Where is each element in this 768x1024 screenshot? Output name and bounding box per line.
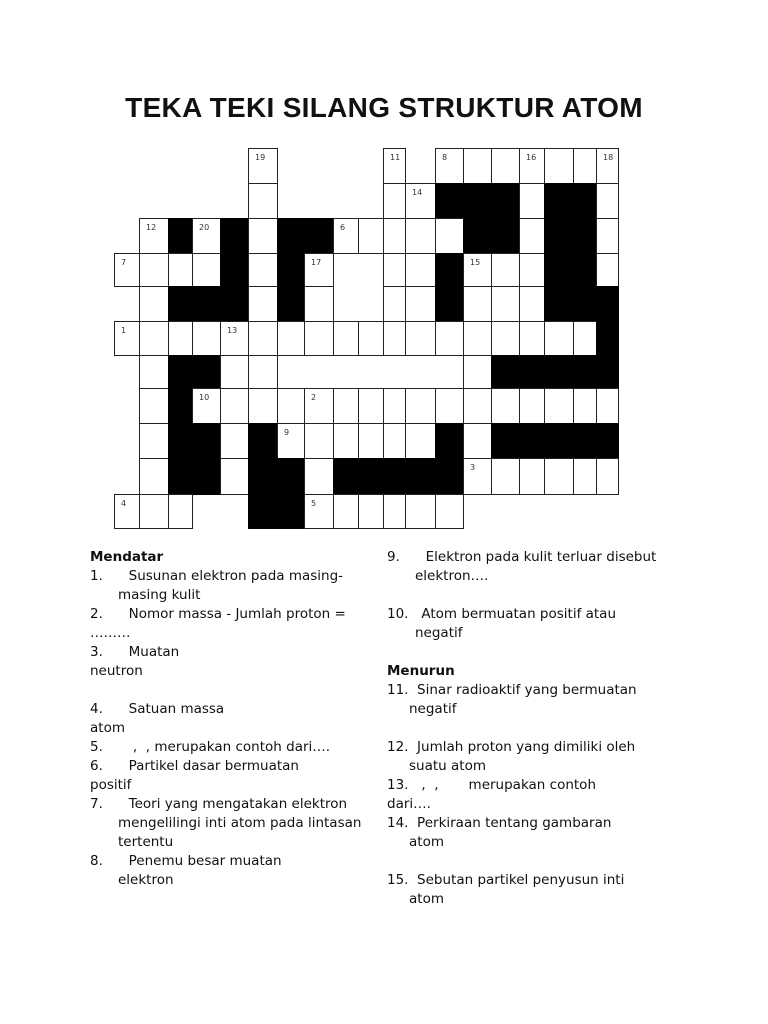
clue-number: 9 — [284, 428, 290, 437]
crossword-block — [192, 423, 221, 459]
crossword-cell[interactable] — [491, 286, 520, 322]
crossword-cell[interactable] — [277, 423, 305, 459]
clue-number: 1 — [121, 326, 127, 335]
crossword-block — [220, 218, 249, 254]
crossword-cell[interactable] — [358, 321, 384, 356]
crossword-cell[interactable] — [220, 321, 249, 356]
crossword-block — [573, 423, 597, 459]
crossword-cell[interactable] — [333, 321, 359, 356]
clue-number: 14 — [412, 188, 423, 197]
clue-8-cont: elektron — [118, 872, 174, 888]
crossword-cell[interactable] — [596, 148, 619, 184]
crossword-cell[interactable] — [383, 286, 406, 322]
crossword-block — [248, 423, 278, 459]
crossword-cell[interactable] — [405, 388, 436, 424]
crossword-block — [491, 183, 520, 219]
crossword-cell[interactable] — [139, 321, 169, 356]
clue-10-cont: negatif — [415, 625, 463, 641]
crossword-cell[interactable] — [463, 355, 492, 389]
crossword-block — [435, 423, 464, 459]
crossword-block — [519, 423, 545, 459]
clue-1-cont: masing kulit — [118, 587, 201, 603]
crossword-block — [358, 458, 384, 495]
clue-number: 19 — [255, 153, 266, 162]
crossword-cell[interactable] — [573, 388, 597, 424]
clue-6-cont: positif — [90, 777, 132, 793]
crossword-block — [277, 218, 305, 254]
crossword-block — [435, 253, 464, 287]
crossword-cell[interactable] — [139, 423, 169, 459]
crossword-cell[interactable] — [519, 321, 545, 356]
crossword-block — [573, 183, 597, 219]
crossword-cell[interactable] — [139, 458, 169, 495]
crossword-block — [168, 458, 193, 495]
clue-number: 5 — [311, 499, 317, 508]
crossword-cell[interactable] — [248, 148, 278, 184]
crossword-cell[interactable] — [383, 253, 406, 287]
clue-number: 15 — [470, 258, 481, 267]
crossword-block — [248, 458, 278, 495]
crossword-block — [573, 253, 597, 287]
crossword-cell[interactable] — [383, 423, 406, 459]
crossword-cell[interactable] — [248, 183, 278, 219]
crossword-cell[interactable] — [248, 355, 278, 389]
clue-5: 5. , , merupakan contoh dari…. — [90, 739, 331, 755]
crossword-cell[interactable] — [491, 148, 520, 184]
clue-12: 12. Jumlah proton yang dimiliki oleh — [387, 739, 636, 755]
crossword-cell[interactable] — [405, 423, 436, 459]
clue-number: 16 — [526, 153, 537, 162]
crossword-cell[interactable] — [405, 218, 436, 254]
crossword-block — [168, 218, 193, 254]
clues-right-column — [387, 548, 687, 909]
crossword-cell[interactable] — [248, 388, 278, 424]
crossword-cell[interactable] — [192, 253, 221, 287]
crossword-cell[interactable] — [358, 218, 384, 254]
clue-11: 11. Sinar radioaktif yang bermuatan — [387, 682, 637, 698]
clue-number: 17 — [311, 258, 322, 267]
crossword-cell[interactable] — [358, 388, 384, 424]
mendatar-heading: Mendatar — [90, 549, 164, 565]
crossword-block — [491, 355, 520, 389]
clue-10: 10. Atom bermuatan positif atau — [387, 606, 617, 622]
crossword-cell[interactable] — [220, 458, 249, 495]
clue-8: 8. Penemu besar muatan — [90, 853, 282, 869]
crossword-cell[interactable] — [491, 321, 520, 356]
clue-number: 2 — [311, 393, 317, 402]
crossword-cell[interactable] — [463, 253, 492, 287]
crossword-block — [304, 218, 334, 254]
crossword-cell[interactable] — [192, 388, 221, 424]
crossword-cell[interactable] — [192, 321, 221, 356]
crossword-block — [277, 253, 305, 287]
clue-12-cont: suatu atom — [409, 758, 486, 774]
crossword-block — [192, 458, 221, 495]
crossword-block — [220, 286, 249, 322]
crossword-cell[interactable] — [168, 494, 193, 529]
crossword-cell[interactable] — [573, 148, 597, 184]
crossword-cell[interactable] — [463, 458, 492, 495]
crossword-cell[interactable] — [333, 494, 359, 529]
crossword-cell[interactable] — [544, 458, 574, 495]
clue-4: 4. Satuan massa — [90, 701, 225, 717]
clue-15: 15. Sebutan partikel penyusun inti — [387, 872, 625, 888]
crossword-cell[interactable] — [435, 388, 464, 424]
crossword-block — [435, 286, 464, 322]
clue-number: 18 — [603, 153, 614, 162]
crossword-cell[interactable] — [519, 253, 545, 287]
page-title: TEKA TEKI SILANG STRUKTUR ATOM — [125, 92, 643, 123]
crossword-cell[interactable] — [405, 183, 436, 219]
crossword-block — [544, 423, 574, 459]
crossword-cell[interactable] — [220, 388, 249, 424]
crossword-cell[interactable] — [435, 321, 464, 356]
crossword-cell[interactable] — [544, 388, 574, 424]
clue-2-cont: ……… — [90, 625, 131, 641]
crossword-cell[interactable] — [463, 388, 492, 424]
clue-15-cont: atom — [409, 891, 444, 907]
crossword-cell[interactable] — [573, 321, 597, 356]
clue-7-cont2: tertentu — [118, 834, 174, 850]
crossword-cell[interactable] — [491, 458, 520, 495]
clue-2: 2. Nomor massa - Jumlah proton = — [90, 606, 346, 622]
crossword-cell[interactable] — [248, 253, 278, 287]
crossword-cell[interactable] — [304, 458, 334, 495]
clue-6: 6. Partikel dasar bermuatan — [90, 758, 299, 774]
crossword-block — [168, 355, 193, 389]
crossword-block — [405, 458, 436, 495]
clue-4-cont: atom — [90, 720, 125, 736]
crossword-block — [463, 218, 492, 254]
crossword-cell[interactable] — [383, 148, 406, 184]
clue-11-cont: negatif — [409, 701, 457, 717]
crossword-cell[interactable] — [220, 355, 249, 389]
crossword-cell[interactable] — [333, 388, 359, 424]
crossword-cell[interactable] — [596, 458, 619, 495]
crossword-cell[interactable] — [435, 148, 464, 184]
clue-number: 6 — [340, 223, 346, 232]
crossword-cell[interactable] — [519, 388, 545, 424]
crossword-cell[interactable] — [405, 286, 436, 322]
crossword-cell[interactable] — [248, 286, 278, 322]
clue-number: 10 — [199, 393, 210, 402]
crossword-block — [168, 423, 193, 459]
crossword-cell[interactable] — [304, 286, 334, 322]
menurun-heading: Menurun — [387, 663, 455, 679]
crossword-cell[interactable] — [519, 218, 545, 254]
crossword-cell[interactable] — [139, 494, 169, 529]
crossword-cell[interactable] — [596, 253, 619, 287]
crossword-block — [220, 253, 249, 287]
crossword-cell[interactable] — [383, 321, 406, 356]
crossword-cell[interactable] — [573, 458, 597, 495]
clue-13: 13. , , merupakan contoh — [387, 777, 596, 793]
crossword-block — [491, 218, 520, 254]
crossword-cell[interactable] — [277, 388, 305, 424]
crossword-cell[interactable] — [304, 388, 334, 424]
crossword-block — [573, 218, 597, 254]
crossword-cell[interactable] — [277, 321, 305, 356]
crossword-cell[interactable] — [383, 218, 406, 254]
clue-3: 3. Muatan — [90, 644, 180, 660]
crossword-block — [463, 183, 492, 219]
crossword-cell[interactable] — [358, 423, 384, 459]
crossword-cell[interactable] — [519, 148, 545, 184]
crossword-cell[interactable] — [192, 218, 221, 254]
crossword-cell[interactable] — [491, 253, 520, 287]
crossword-block — [277, 494, 305, 529]
crossword-block — [435, 183, 464, 219]
crossword-cell[interactable] — [596, 388, 619, 424]
crossword-block — [573, 286, 597, 322]
crossword-cell[interactable] — [544, 148, 574, 184]
crossword-block — [168, 286, 193, 322]
clue-13-cont: dari…. — [387, 796, 431, 812]
crossword-block — [277, 286, 305, 322]
crossword-block — [277, 458, 305, 495]
crossword-block — [596, 286, 619, 322]
crossword-cell[interactable] — [248, 321, 278, 356]
crossword-block — [596, 321, 619, 356]
crossword-block — [573, 355, 597, 389]
crossword-cell[interactable] — [463, 423, 492, 459]
crossword-cell[interactable] — [139, 355, 169, 389]
crossword-block — [383, 458, 406, 495]
crossword-cell[interactable] — [248, 218, 278, 254]
crossword-block — [168, 388, 193, 424]
crossword-cell[interactable] — [304, 494, 334, 529]
crossword-cell[interactable] — [405, 321, 436, 356]
crossword-cell[interactable] — [405, 494, 436, 529]
crossword-cell[interactable] — [463, 148, 492, 184]
crossword-block — [192, 355, 221, 389]
crossword-block — [519, 355, 545, 389]
clue-number: 12 — [146, 223, 157, 232]
crossword-block — [544, 253, 574, 287]
crossword-block — [544, 355, 574, 389]
crossword-cell[interactable] — [139, 286, 169, 322]
clue-7-cont: mengelilingi inti atom pada lintasan — [118, 815, 362, 831]
crossword-block — [192, 286, 221, 322]
crossword-cell[interactable] — [596, 218, 619, 254]
crossword-cell[interactable] — [405, 253, 436, 287]
crossword-cell[interactable] — [435, 218, 464, 254]
clue-14: 14. Perkiraan tentang gambaran — [387, 815, 612, 831]
clue-number: 3 — [470, 463, 476, 472]
crossword-cell[interactable] — [463, 286, 492, 322]
clue-number: 11 — [390, 153, 401, 162]
crossword-block — [544, 183, 574, 219]
crossword-cell[interactable] — [383, 388, 406, 424]
clue-9: 9. Elektron pada kulit terluar disebut — [387, 549, 657, 565]
crossword-block — [544, 218, 574, 254]
crossword-block — [596, 423, 619, 459]
crossword-block — [248, 494, 278, 529]
crossword-cell[interactable] — [333, 218, 359, 254]
crossword-cell[interactable] — [519, 458, 545, 495]
crossword-cell[interactable] — [114, 321, 140, 356]
crossword-cell[interactable] — [358, 494, 384, 529]
crossword-block — [491, 423, 520, 459]
clue-3-cont: neutron — [90, 663, 143, 679]
clue-number: 8 — [442, 153, 448, 162]
clue-number: 7 — [121, 258, 127, 267]
clue-7: 7. Teori yang mengatakan elektron — [90, 796, 348, 812]
crossword-block — [435, 458, 464, 495]
crossword-cell[interactable] — [333, 423, 359, 459]
clue-number: 13 — [227, 326, 238, 335]
crossword-cell[interactable] — [383, 183, 406, 219]
crossword-cell[interactable] — [304, 423, 334, 459]
crossword-cell[interactable] — [519, 183, 545, 219]
crossword-cell[interactable] — [544, 321, 574, 356]
crossword-cell[interactable] — [139, 388, 169, 424]
clue-14-cont: atom — [409, 834, 444, 850]
crossword-block — [333, 458, 359, 495]
crossword-cell[interactable] — [168, 321, 193, 356]
crossword-cell[interactable] — [304, 321, 334, 356]
crossword-cell[interactable] — [168, 253, 193, 287]
crossword-cell[interactable] — [139, 253, 169, 287]
crossword-cell[interactable] — [519, 286, 545, 322]
clue-number: 20 — [199, 223, 210, 232]
crossword-cell[interactable] — [220, 423, 249, 459]
crossword-block — [544, 286, 574, 322]
crossword-cell[interactable] — [435, 494, 464, 529]
crossword-cell[interactable] — [139, 218, 169, 254]
clue-number: 4 — [121, 499, 127, 508]
clue-9-cont: elektron…. — [415, 568, 489, 584]
crossword-cell[interactable] — [463, 321, 492, 356]
crossword-cell[interactable] — [491, 388, 520, 424]
crossword-cell[interactable] — [383, 494, 406, 529]
crossword-cell[interactable] — [304, 253, 334, 287]
crossword-cell[interactable] — [114, 494, 140, 529]
clue-1: 1. Susunan elektron pada masing- — [90, 568, 344, 584]
crossword-block — [596, 355, 619, 389]
crossword-cell[interactable] — [596, 183, 619, 219]
clues-left-column — [90, 548, 380, 890]
crossword-cell[interactable] — [114, 253, 140, 287]
